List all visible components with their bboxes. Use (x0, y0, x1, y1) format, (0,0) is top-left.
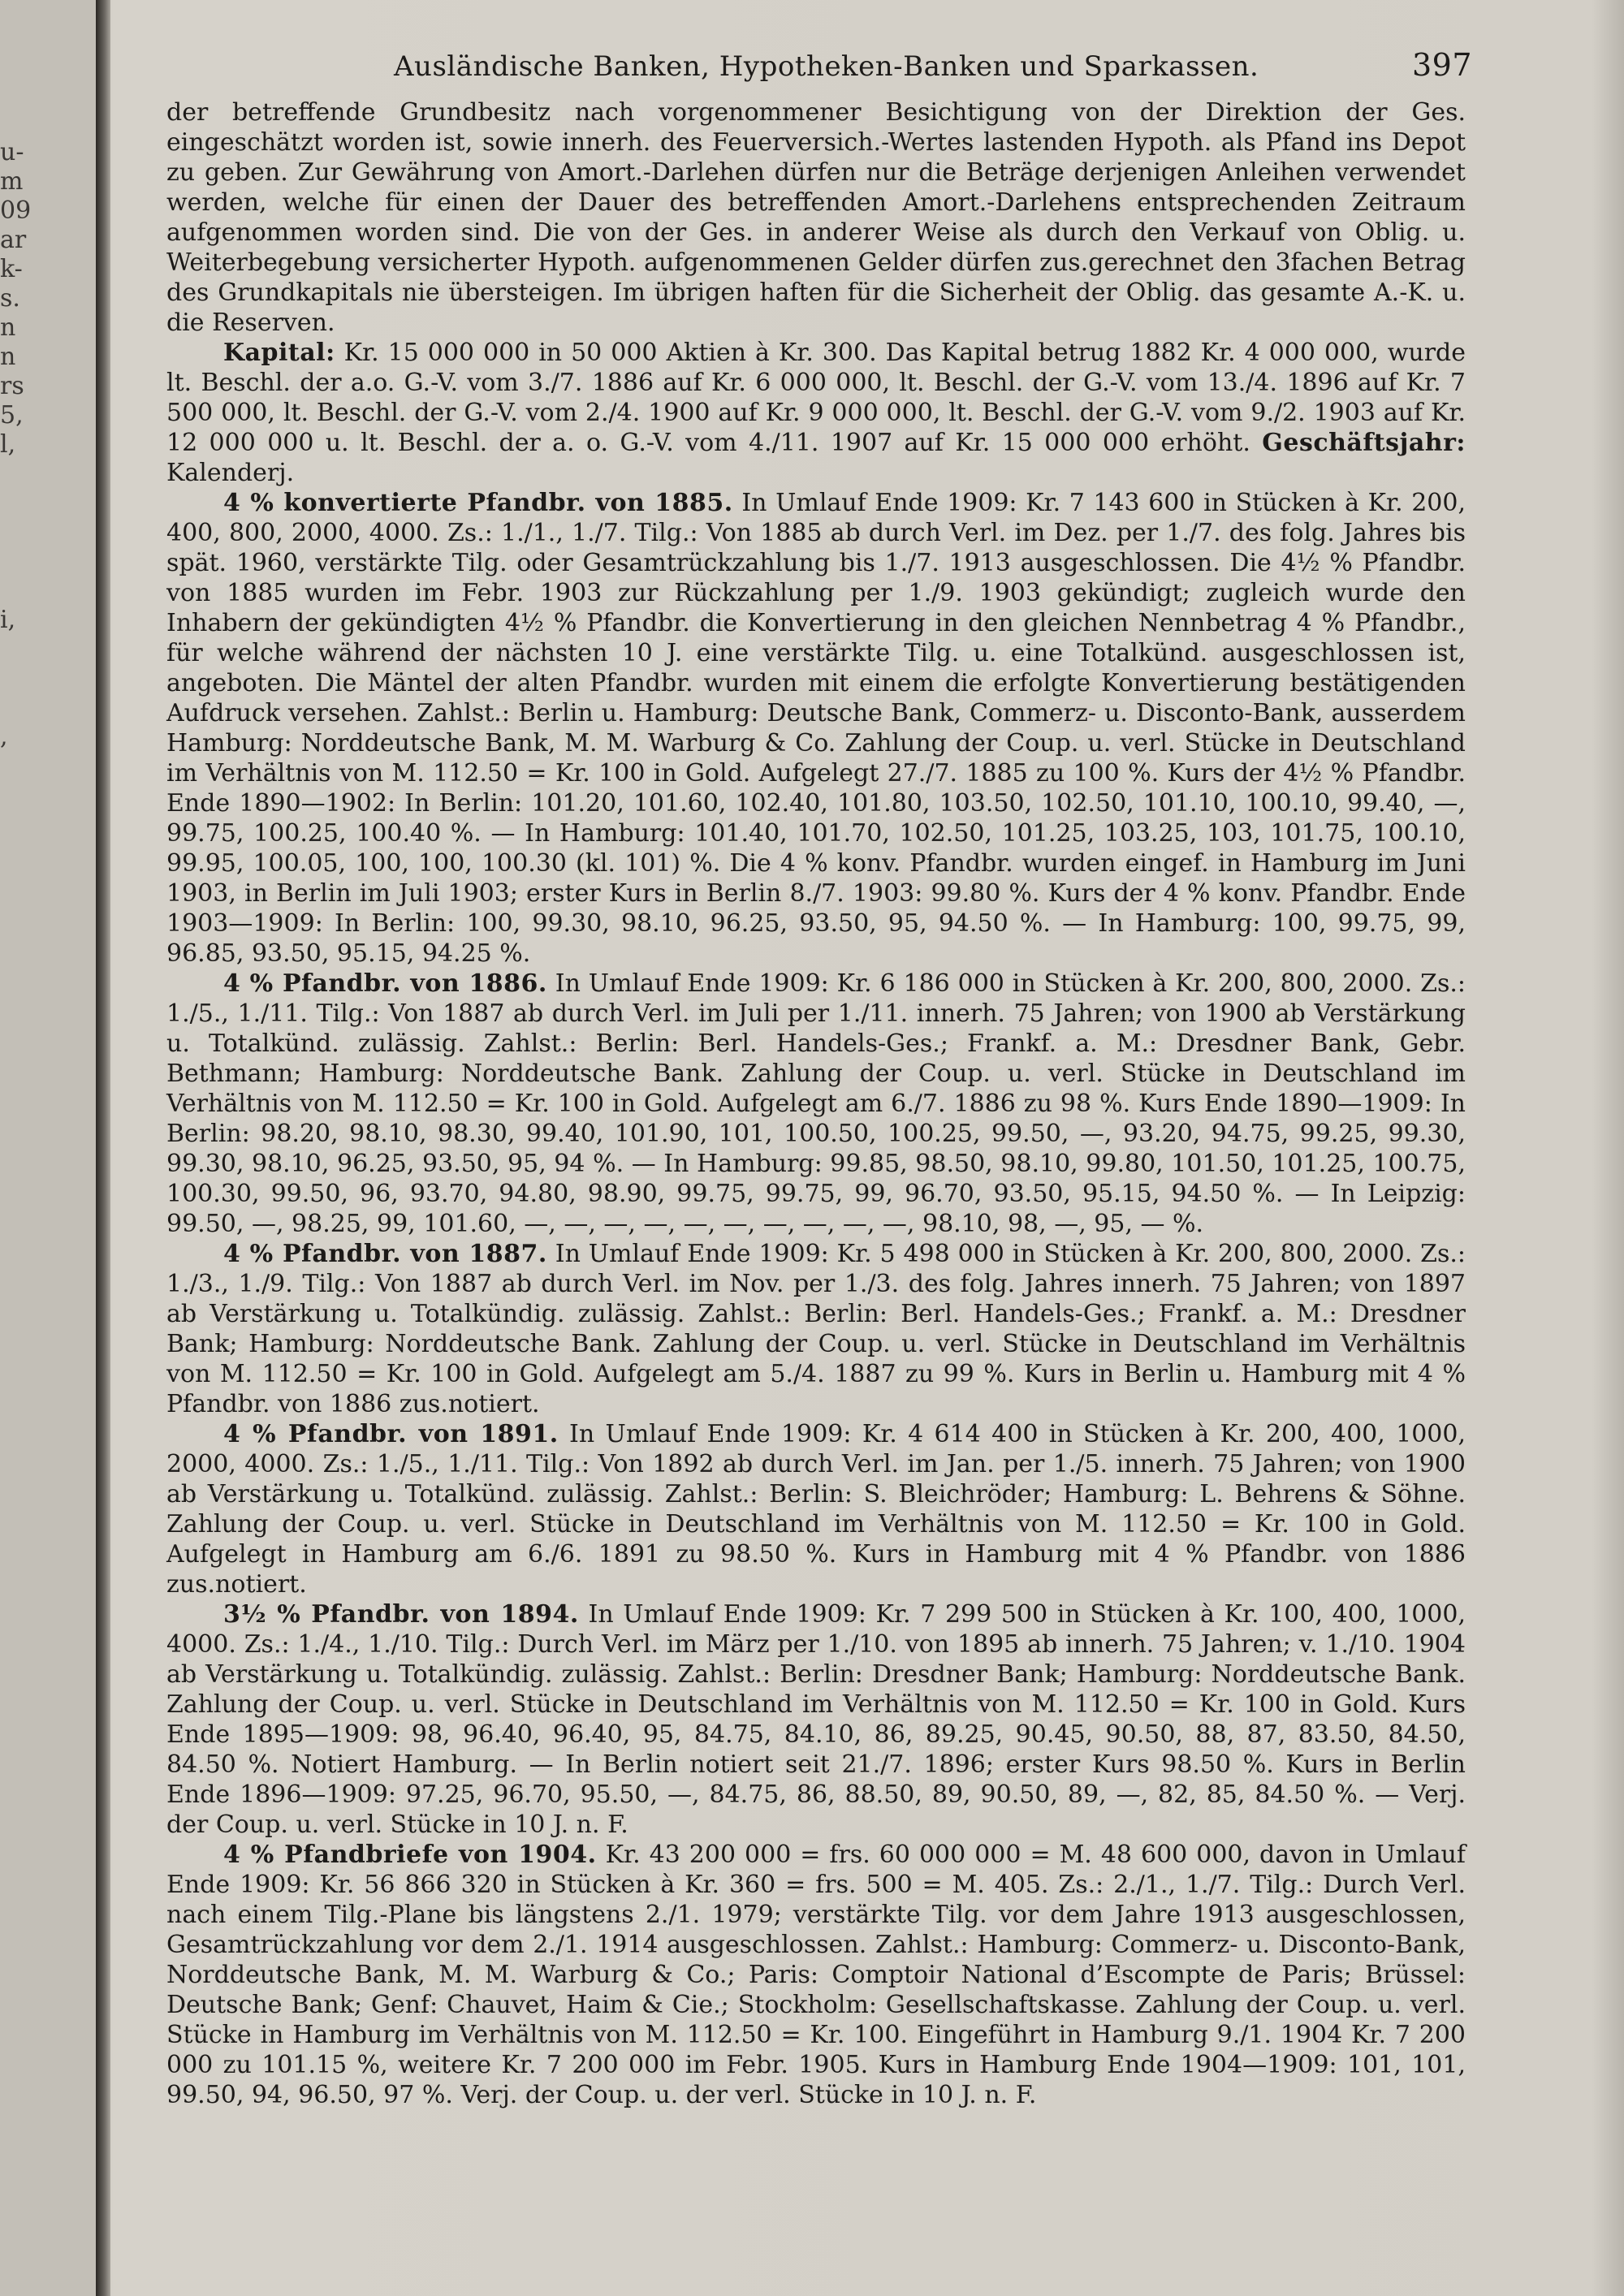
margin-fragment (0, 576, 32, 606)
page-content (166, 41, 1472, 2110)
section-text: Kr. 43 200 000 = frs. 60 000 000 = M. 48 600 000, davon in Umlauf Ende 1909: Kr. 56 866 320 in Stücken à Kr. 360 = frs. 500 = M. 405. Zs.: 2./1., 1./7. Tilg.: Durch Verl. nach einem Tilg.-Plane bis längstens 2./1. 1979; verstärkte Tilg. vor dem Jahre 1913 ausgeschlossen, Gesamtrückzahlung vor dem 2./1. 1914 ausgeschlossen. Zahlst.: Hamburg: Commerz- u. Disconto-Bank, Norddeutsche Bank, M. M. Warburg & Co.; Paris: Comptoir National d’Escompte de Paris; Brüssel: Deutsche Bank; Genf: Chauvet, Haim & Cie.; Stockholm: Gesellschaftskasse. Zahlung der Coup. u. verl. Stücke in Hamburg im Verhältnis von M. 112.50 = Kr. 100. Eingeführt in Hamburg 9./1. 1904 Kr. 7 200 000 zu 101.15 %, weitere Kr. 7 200 000 im Febr. 1905. Kurs in Hamburg Ende 1904—1909: 101, 101, 99.50, 94, 96.50, 97 %. Verj. der Coup. u. der verl. Stücke in 10 J. n. F. (166, 1841, 1466, 2109)
margin-fragment: , (0, 723, 8, 751)
section-paragraph (166, 1419, 1466, 1599)
margin-fragment: u- (0, 138, 24, 166)
margin-fragment (0, 635, 32, 664)
section-text: In Umlauf Ende 1909: Kr. 7 299 500 in Stücken à Kr. 100, 400, 1000, 4000. Zs.: 1./4., 1./10. Tilg.: Durch Verl. im März per 1./10. von 1895 ab innerh. 75 Jahren; v. 1./10. 1904 ab Verstärkung u. Totalkündig. zulässig. Zahlst.: Berlin: Dresdner Bank; Hamburg: Norddeutsche Bank. Zahlung der Coup. u. verl. Stücke in Deutschland im Verhältnis von M. 112.50 = Kr. 100 in Gold. Kurs Ende 1895—1909: 98, 96.40, 96.40, 95, 84.75, 84.10, 86, 89.25, 90.45, 90.50, 88, 87, 83.50, 84.50, 84.50 %. Notiert Hamburg. — In Berlin notiert seit 21./7. 1896; erster Kurs 98.50 %. Kurs in Berlin Ende 1896—1909: 97.25, 96.70, 95.50, —, 84.75, 86, 88.50, 89, 90.50, 89, —, 82, 85, 84.50 %. — Verj. der Coup. u. verl. Stücke in 10 J. n. F. (166, 1600, 1466, 1839)
margin-fragment: rs (0, 372, 24, 400)
margin-fragment (0, 489, 32, 518)
section-heading: Geschäftsjahr: (1262, 429, 1466, 457)
section-paragraph (166, 1599, 1466, 1840)
margin-fragment (0, 518, 32, 547)
section-heading: 4 % Pfandbriefe von 1904. (223, 1841, 597, 1869)
margin-fragment: k- (0, 255, 23, 283)
margin-fragment: s. (0, 284, 20, 313)
section-paragraph (166, 1239, 1466, 1419)
margin-fragment: 09 (0, 196, 32, 225)
running-title: Ausländische Banken, Hypotheken-Banken und Sparkassen. (394, 50, 1259, 83)
page-number: 397 (1411, 47, 1472, 83)
section-text: Kalenderj. (166, 459, 295, 487)
margin-fragment (0, 664, 32, 693)
margin-fragment: m (0, 167, 24, 196)
section-text: In Umlauf Ende 1909: Kr. 7 143 600 in Stücken à Kr. 200, 400, 800, 2000, 4000. Zs.: 1./1., 1./7. Tilg.: Von 1885 ab durch Verl. im Dez. per 1./7. des folg. Jahres bis spät. 1960, verstärkte Tilg. oder Gesamtrückzahlung bis 1./7. 1913 ausgeschlossen. Die 4½ % Pfandbr. von 1885 wurden im Febr. 1903 zur Rückzahlung per 1./9. 1903 gekündigt; zugleich wurde den Inhabern der gekündigten 4½ % Pfandbr. die Konvertierung in den gleichen Nennbetrag 4 % Pfandbr., für welche während der nächsten 10 J. eine verstärkte Tilg. u. eine Totalkünd. ausgeschlossen ist, angeboten. Die Mäntel der alten Pfandbr. wurden mit einem die erfolgte Konvertierung bestätigenden Aufdruck versehen. Zahlst.: Berlin u. Hamburg: Deutsche Bank, Commerz- u. Disconto-Bank, ausserdem Hamburg: Norddeutsche Bank, M. M. Warburg & Co. Zahlung der Coup. u. verl. Stücke in Deutschland im Verhältnis von M. 112.50 = Kr. 100 in Gold. Aufgelegt 27./7. 1885 zu 100 %. Kurs der 4½ % Pfandbr. Ende 1890—1902: In Berlin: 101.20, 101.60, 102.40, 101.80, 103.50, 102.50, 101.10, 100.10, 99.40, —, 99.75, 100.25, 100.40 %. — In Hamburg: 101.40, 101.70, 102.50, 101.25, 103.25, 103, 101.75, 100.10, 99.95, 100.05, 100, 100, 100.30 (kl. 101) %. Die 4 % konv. Pfandbr. wurden eingef. in Hamburg im Juni 1903, in Berlin im Juli 1903; erster Kurs in Berlin 8./7. 1903: 99.80 %. Kurs der 4 % konv. Pfandbr. Ende 1903—1909: In Berlin: 100, 99.30, 98.10, 96.25, 93.50, 95, 94.50 %. — In Hamburg: 100, 99.75, 99, 96.85, 93.50, 95.15, 94.25 %. (166, 489, 1466, 968)
section-heading: 3½ % Pfandbr. von 1894. (223, 1600, 579, 1629)
section-paragraph (166, 338, 1466, 488)
section-text: Kr. 15 000 000 in 50 000 Aktien à Kr. 300. Das Kapital betrug 1882 Kr. 4 000 000, wurde lt. Beschl. der a.o. G.-V. vom 3./7. 1886 auf Kr. 6 000 000, lt. Beschl. der G.-V. vom 13./4. 1896 auf Kr. 7 500 000, lt. Beschl. der G.-V. vom 2./4. 1900 auf Kr. 9 000 000, lt. Beschl. der G.-V. vom 9./2. 1903 auf Kr. 12 000 000 u. lt. Beschl. der a. o. G.-V. vom 4./11. 1907 auf Kr. 15 000 000 erhöht. (166, 339, 1466, 457)
margin-fragment: l, (0, 430, 16, 459)
section-paragraph (166, 488, 1466, 969)
margin-fragment: i, (0, 606, 16, 634)
section-text: In Umlauf Ende 1909: Kr. 4 614 400 in Stücken à Kr. 200, 400, 1000, 2000, 4000. Zs.: 1./5., 1./11. Tilg.: Von 1892 ab durch Verl. im Jan. per 1./5. innerh. 75 Jahren; von 1900 ab Verstärkung u. Totalkünd. zulässig. Zahlst.: Berlin: S. Bleichröder; Hamburg: L. Behrens & Söhne. Zahlung der Coup. u. verl. Stücke in Deutschland im Verhältnis von M. 112.50 = Kr. 100 in Gold. Aufgelegt in Hamburg am 6./6. 1891 zu 98.50 %. Kurs in Hamburg mit 4 % Pfandbr. von 1886 zus.notiert. (166, 1420, 1466, 1599)
margin-fragment: n (0, 313, 16, 342)
section-heading: 4 % konvertierte Pfandbr. von 1885. (223, 489, 733, 517)
section-text: In Umlauf Ende 1909: Kr. 6 186 000 in Stücken à Kr. 200, 800, 2000. Zs.: 1./5., 1./11. Tilg.: Von 1887 ab durch Verl. im Juli per 1./11. innerh. 75 Jahren; von 1900 ab Verstärkung u. Totalkünd. zulässig. Zahlst.: Berlin: Berl. Handels-Ges.; Frankf. a. M.: Dresdner Bank, Gebr. Bethmann; Hamburg: Norddeutsche Bank. Zahlung der Coup. u. verl. Stücke in Deutschland im Verhältnis von M. 112.50 = Kr. 100 in Gold. Aufgelegt am 6./7. 1886 zu 98 %. Kurs Ende 1890—1909: In Berlin: 98.20, 98.10, 98.30, 99.40, 101.90, 101, 100.50, 100.25, 99.50, —, 93.20, 94.75, 99.25, 99.30, 99.30, 98.10, 96.25, 93.50, 95, 94 %. — In Hamburg: 99.85, 98.50, 98.10, 99.80, 101.50, 101.25, 100.75, 100.30, 99.50, 96, 93.70, 94.80, 98.90, 99.75, 99.75, 99, 96.70, 93.50, 95.15, 94.50 %. — In Leipzig: 99.50, —, 98.25, 99, 101.60, —, —, —, —, —, —, —, —, —, —, 98.10, 98, —, 95, — %. (166, 969, 1466, 1238)
previous-page-fragments (0, 138, 32, 752)
margin-fragment: 5, (0, 401, 24, 429)
section-paragraph (166, 1840, 1466, 2110)
section-text: In Umlauf Ende 1909: Kr. 5 498 000 in Stücken à Kr. 200, 800, 2000. Zs.: 1./3., 1./9. Tilg.: Von 1887 ab durch Verl. im Nov. per 1./3. des folg. Jahres innerh. 75 Jahren; von 1897 ab Verstärkung u. Totalkündig. zulässig. Zahlst.: Berlin: Berl. Handels-Ges.; Frankf. a. M.: Dresdner Bank; Hamburg: Norddeutsche Bank. Zahlung der Coup. u. verl. Stücke in Deutschland im Verhältnis von M. 112.50 = Kr. 100 in Gold. Aufgelegt am 5./4. 1887 zu 99 %. Kurs in Berlin u. Hamburg mit 4 % Pfandbr. von 1886 zus.notiert. (166, 1240, 1466, 1418)
margin-fragment: n (0, 343, 16, 371)
section-heading: 4 % Pfandbr. von 1887. (223, 1240, 547, 1268)
continuation-paragraph: der betreffende Grundbesitz nach vorgenommener Besichtigung von der Direktion der Ges. eingeschätzt worden ist, sowie innerh. des Feuerversich.-Wertes lastenden Hypoth. als Pfand ins Depot zu geben. Zur Gewährung von Amort.-Darlehen dürfen nur die Beträge derjenigen Anleihen verwendet werden, welche für einen der Dauer des betreffenden Amort.-Darlehens entsprechenden Zeitraum aufgenommen worden sind. Die von der Ges. in anderer Weise als durch den Verkauf von Oblig. u. Weiterbegebung versicherter Hypoth. aufgenommenen Gelder dürfen zus.gerechnet den 3fachen Betrag des Grundkapitals nie übersteigen. Im übrigen haften für die Sicherheit der Oblig. das gesamte A.-K. u. die Reserven. (166, 98, 1466, 337)
margin-fragment: ar (0, 226, 27, 254)
book-gutter (96, 0, 110, 2296)
section-heading: Kapital: (223, 339, 335, 367)
margin-fragment (0, 547, 32, 576)
margin-fragment (0, 460, 32, 489)
margin-fragment (0, 693, 32, 723)
section-heading: 4 % Pfandbr. von 1891. (223, 1420, 559, 1448)
section-heading: 4 % Pfandbr. von 1886. (223, 969, 547, 998)
running-header (166, 41, 1472, 97)
section-paragraph (166, 969, 1466, 1239)
body-text (166, 97, 1466, 2110)
